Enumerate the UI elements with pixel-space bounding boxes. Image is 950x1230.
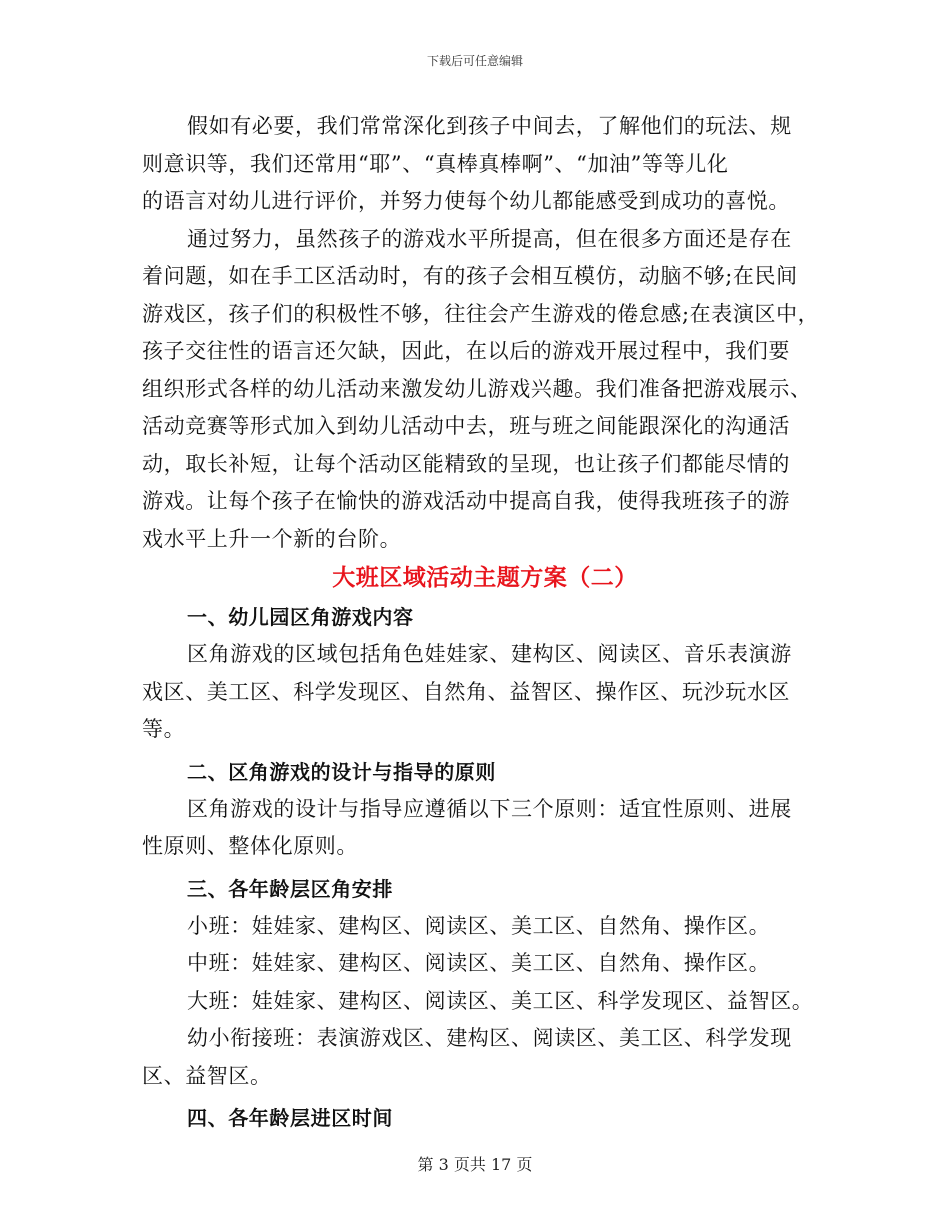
section-heading: 四、各年龄层进区时间 bbox=[187, 1106, 393, 1130]
page-footer: 第 3 页共 17 页 bbox=[417, 1155, 533, 1174]
text-line: 小班：娃娃家、建构区、阅读区、美工区、自然角、操作区。 bbox=[187, 913, 771, 938]
text-line: 区角游戏的区域包括角色娃娃家、建构区、阅读区、音乐表演游 bbox=[187, 642, 792, 666]
text-line: 幼小衔接班：表演游戏区、建构区、阅读区、美工区、科学发现 bbox=[187, 1026, 792, 1050]
text-line: 动，取长补短，让每个活动区能精致的呈现，也让孩子们都能尽情的 bbox=[142, 451, 790, 476]
section-4 bbox=[142, 1099, 814, 1137]
text-line: 着问题，如在手工区活动时，有的孩子会相互模仿，动脑不够;在民间 bbox=[142, 264, 798, 288]
text-line: 戏水平上升一个新的台阶。 bbox=[142, 526, 402, 551]
text-line: 活动竞赛等形式加入到幼儿活动中去，班与班之间能跟深化的沟通活 bbox=[142, 414, 790, 438]
section-2 bbox=[142, 753, 814, 866]
text-line: 的语言对幼儿进行评价，并努力使每个幼儿都能感受到成功的喜悦。 bbox=[142, 189, 790, 213]
text-line: 游戏区，孩子们的积极性不够，往往会产生游戏的倦怠感;在表演区中， bbox=[142, 301, 820, 326]
text-line: 大班：娃娃家、建构区、阅读区、美工区、科学发现区、益智区。 bbox=[187, 988, 814, 1013]
section-1 bbox=[142, 598, 814, 749]
text-line: 组织形式各样的幼儿活动来激发幼儿游戏兴趣。我们准备把游戏展示、 bbox=[142, 376, 812, 401]
text-line: 游戏。让每个孩子在愉快的游戏活动中提高自我，使得我班孩子的游 bbox=[142, 489, 790, 513]
page-header: 下载后可任意编辑 bbox=[426, 54, 523, 68]
text-line: 则意识等，我们还常用“耶”、“真棒真棒啊”、“加油”等等儿化 bbox=[142, 151, 729, 176]
section-heading: 三、各年龄层区角安排 bbox=[187, 876, 393, 901]
text-line: 区、益智区。 bbox=[142, 1063, 272, 1088]
text-line: 区角游戏的设计与指导应遵循以下三个原则：适宜性原则、进展 bbox=[187, 796, 792, 821]
text-line: 戏区、美工区、科学发现区、自然角、益智区、操作区、玩沙玩水区 bbox=[142, 679, 790, 704]
text-line: 性原则、整体化原则。 bbox=[142, 834, 358, 858]
section-heading: 一、幼儿园区角游戏内容 bbox=[187, 605, 414, 629]
text-line: 中班：娃娃家、建构区、阅读区、美工区、自然角、操作区。 bbox=[187, 951, 771, 975]
text-line: 孩子交往性的语言还欠缺，因此，在以后的游戏开展过程中，我们要 bbox=[142, 339, 790, 363]
intro-paragraph-2 bbox=[142, 221, 820, 559]
section-3 bbox=[142, 870, 814, 1096]
text-line: 通过努力，虽然孩子的游戏水平所提高，但在很多方面还是存在 bbox=[187, 226, 792, 251]
document-body bbox=[142, 108, 820, 1137]
text-line: 假如有必要，我们常常深化到孩子中间去，了解他们的玩法、规 bbox=[187, 114, 792, 138]
document-title: 大班区域活动主题方案（二） bbox=[332, 565, 638, 591]
intro-paragraph-1 bbox=[142, 108, 814, 221]
text-line: 等。 bbox=[142, 717, 186, 741]
section-heading: 二、区角游戏的设计与指导的原则 bbox=[187, 759, 496, 784]
